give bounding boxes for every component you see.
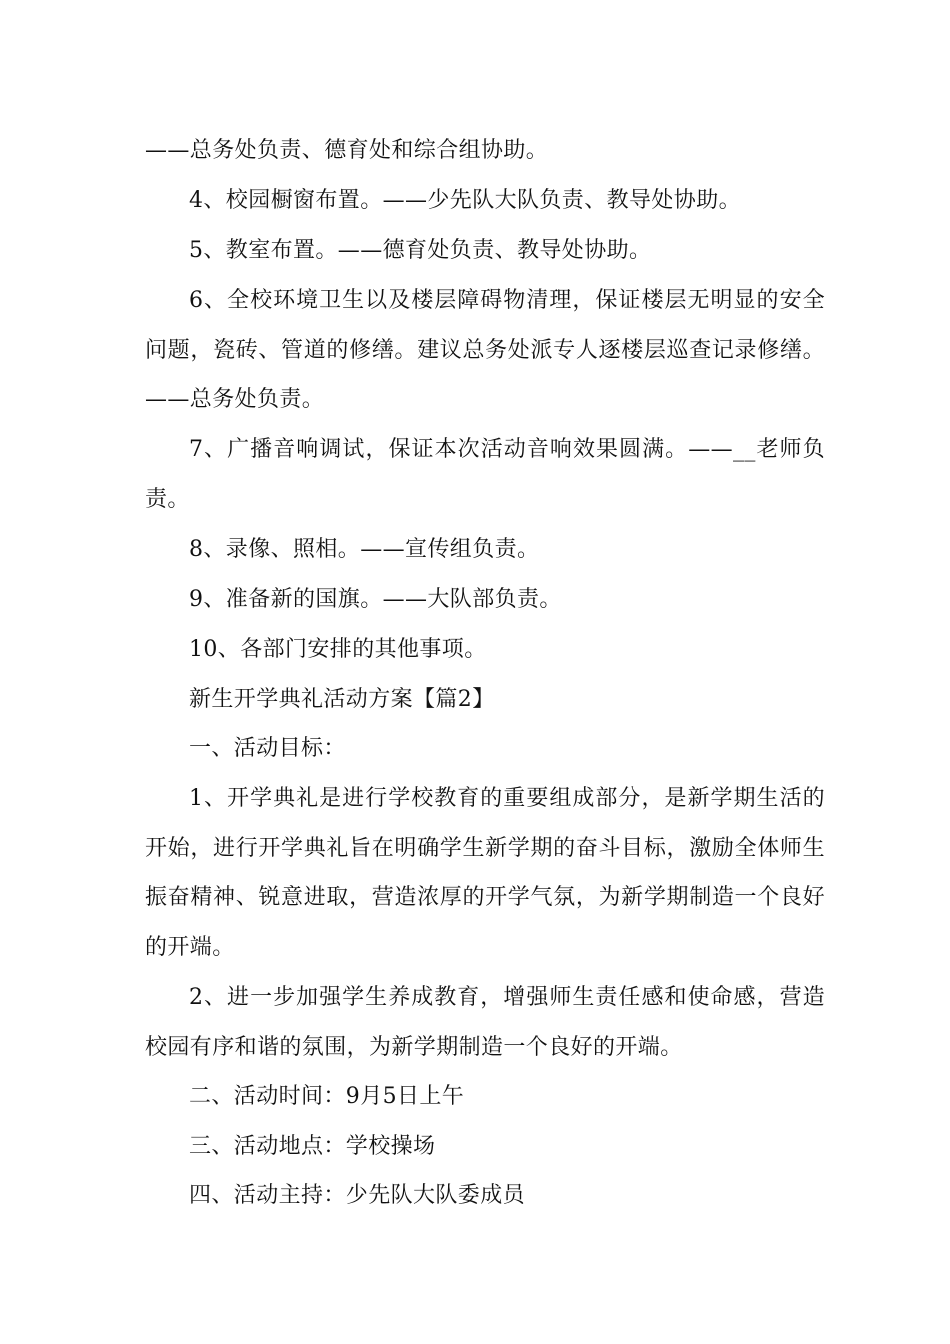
paragraph-3: 5、教室布置。——德育处负责、教导处协助。 xyxy=(189,238,652,263)
paragraph-15: 四、活动主持：少先队大队委成员 xyxy=(189,1183,526,1208)
section-heading: 新生开学典礼活动方案【篇2】 xyxy=(189,687,495,712)
paragraph-10: 一、活动目标： xyxy=(189,736,346,761)
paragraph-8: 10、各部门安排的其他事项。 xyxy=(189,637,487,662)
paragraph-14: 三、活动地点：学校操场 xyxy=(189,1134,436,1159)
paragraph-13: 二、活动时间：9月5日上午 xyxy=(189,1084,465,1109)
paragraph-7: 9、准备新的国旗。——大队部负责。 xyxy=(189,587,562,612)
paragraph-4: 6、全校环境卫生以及楼层障碍物清理，保证楼层无明显的安全问题，瓷砖、管道的修缮。建议总务处派专人逐楼层巡查记录修缮。——总务处负责。 xyxy=(145,288,825,412)
paragraph-2: 4、校园橱窗布置。——少先队大队负责、教导处协助。 xyxy=(189,188,741,213)
paragraph-6: 8、录像、照相。——宣传组负责。 xyxy=(189,537,540,562)
paragraph-12: 2、进一步加强学生养成教育，增强师生责任感和使命感，营造校园有序和谐的氛围，为新学期制造一个良好的开端。 xyxy=(145,985,825,1060)
paragraph-5: 7、广播音响调试，保证本次活动音响效果圆满。——__老师负责。 xyxy=(145,437,825,512)
paragraph-1: ——总务处负责、德育处和综合组协助。 xyxy=(145,138,549,163)
paragraph-11: 1、开学典礼是进行学校教育的重要组成部分，是新学期生活的开始，进行开学典礼旨在明确学生新学期的奋斗目标，激励全体师生振奋精神、锐意进取，营造浓厚的开学气氛，为新学期制造一个良好的开端。 xyxy=(145,786,825,960)
